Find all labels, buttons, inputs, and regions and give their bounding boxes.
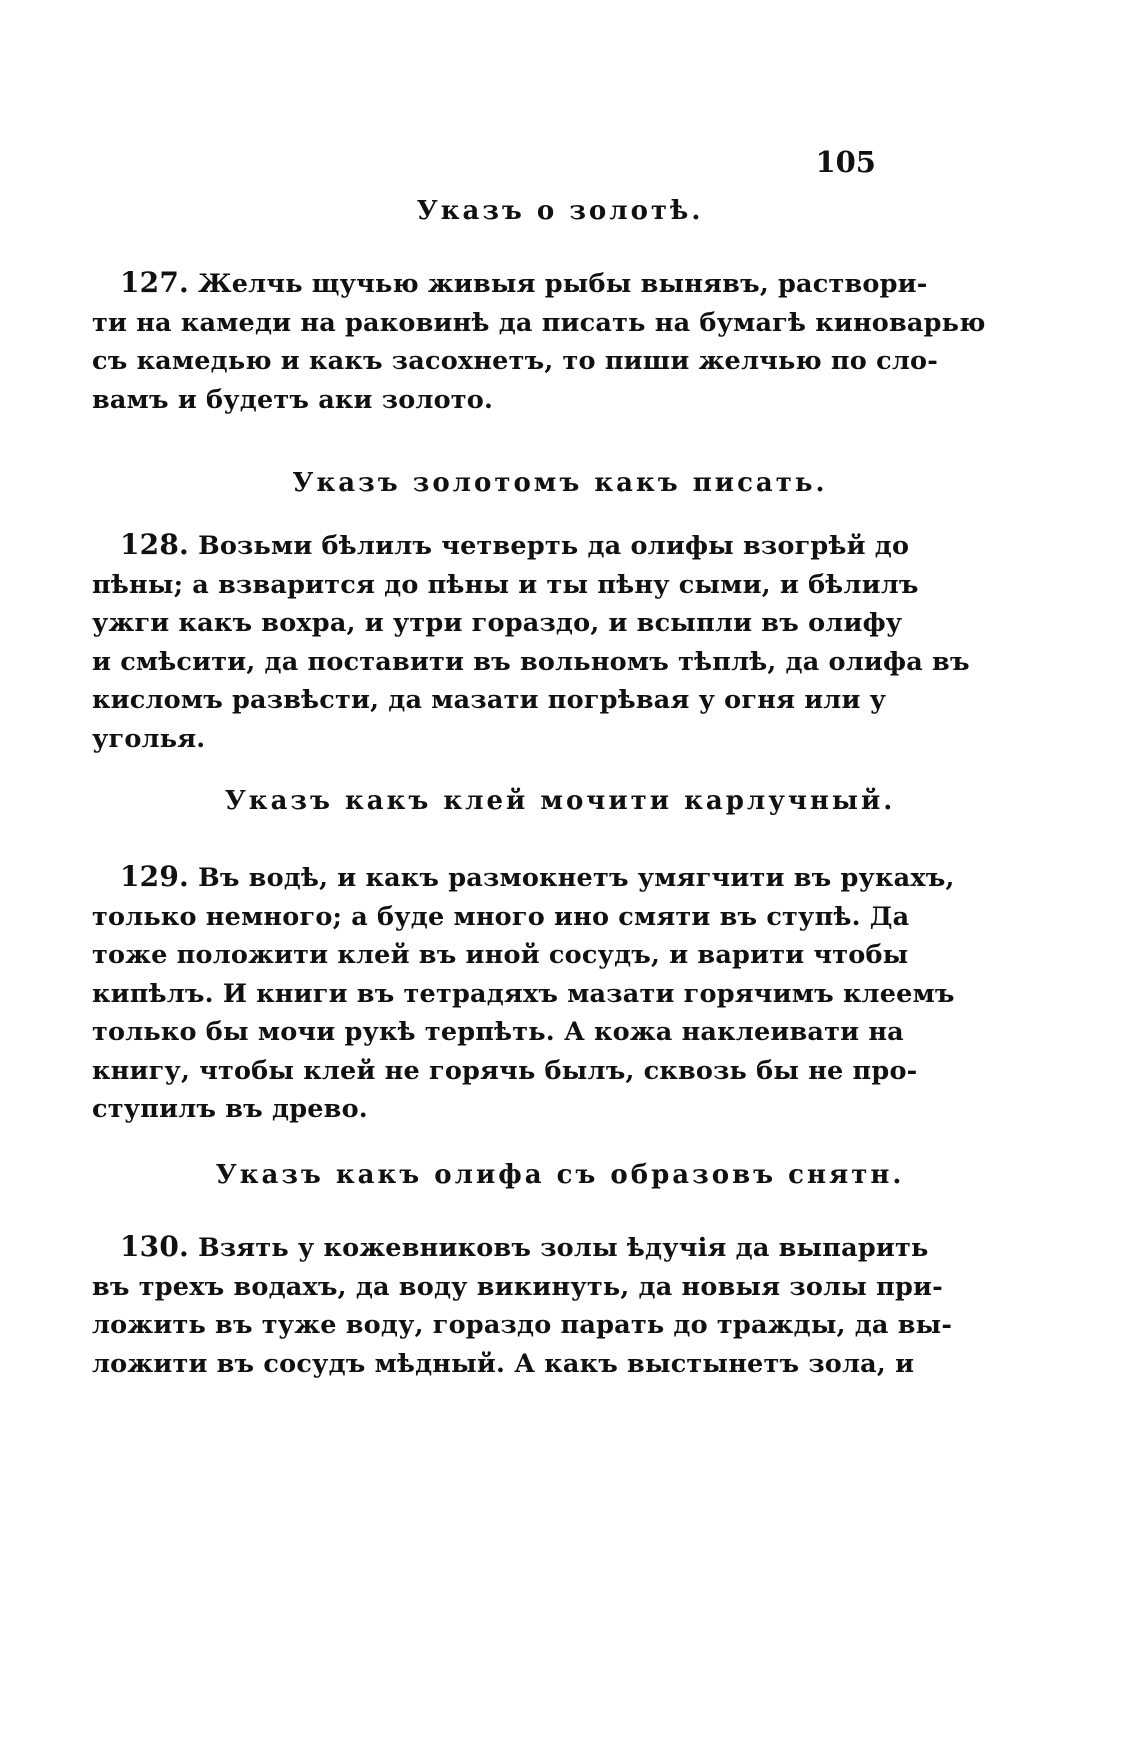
section-heading: Указъ о золотѣ. (416, 196, 704, 226)
section-heading: Указъ золотомъ какъ писать. (292, 468, 828, 498)
text-line: ступилъ въ древо. (92, 1094, 368, 1124)
paragraph-number: 128. (120, 528, 189, 561)
text-line: 127. Желчь щучью живыя рыбы вынявъ, раствори- (120, 266, 928, 299)
page-number: 105 (815, 145, 876, 179)
paragraph-number: 129. (120, 860, 189, 893)
paragraph-number: 127. (120, 266, 189, 299)
text-line: ти на камеди на раковинѣ да писать на бумагѣ киноварью (92, 307, 986, 338)
text-line: только бы мочи рукѣ терпѣть. А кожа наклеивати на (92, 1017, 904, 1047)
text-line: тоже положити клей въ иной сосудъ, и варити чтобы (92, 940, 909, 970)
text-line: вамъ и будетъ аки золото. (92, 384, 494, 415)
text-line: 128. Возьми бѣлилъ четверть да олифы взогрѣй до (120, 528, 910, 561)
text-line: ложити въ сосудъ мѣдный. А какъ выстынетъ зола, и (92, 1348, 915, 1379)
text-line: кисломъ развѣсти, да мазати погрѣвая у огня или у (92, 685, 887, 715)
text-line: съ камедью и какъ засохнетъ, то пиши желчью по сло- (92, 346, 938, 376)
text-line: пѣны; а взварится до пѣны и ты пѣну сыми, и бѣлилъ (92, 569, 919, 600)
text-line: книгу, чтобы клей не горячь былъ, сквозь бы не про- (92, 1055, 918, 1086)
text-line: кипѣлъ. И книги въ тетрадяхъ мазати горячимъ клеемъ (92, 978, 955, 1009)
paragraph-130 (92, 1228, 953, 1383)
paragraph-127 (92, 264, 986, 419)
text-line: только немного; а буде много ино смяти въ ступѣ. Да (92, 901, 910, 932)
text-line: ложить въ туже воду, гораздо парать до тражды, да вы- (92, 1310, 953, 1340)
paragraph-128 (92, 526, 970, 758)
paragraph-number: 130. (120, 1230, 189, 1263)
section-heading: Указъ какъ олифа съ образовъ снятн. (215, 1160, 905, 1190)
text-line: уголья. (92, 723, 206, 754)
section-heading: Указъ какъ клей мочити карлучный. (224, 786, 896, 816)
text-line: 129. Въ водѣ, и какъ размокнетъ умягчити въ рукахъ, (120, 860, 955, 893)
text-line: въ трехъ водахъ, да воду викинуть, да новыя золы при- (92, 1271, 943, 1302)
paragraph-129 (92, 858, 955, 1129)
text-line: 130. Взять у кожевниковъ золы ѣдучія да выпарить (120, 1230, 929, 1263)
text-line: и смѣсити, да поставити въ вольномъ тѣплѣ, да олифа въ (92, 646, 970, 677)
text-line: ужги какъ вохра, и утри гораздо, и всыпли въ олифу (92, 608, 903, 638)
